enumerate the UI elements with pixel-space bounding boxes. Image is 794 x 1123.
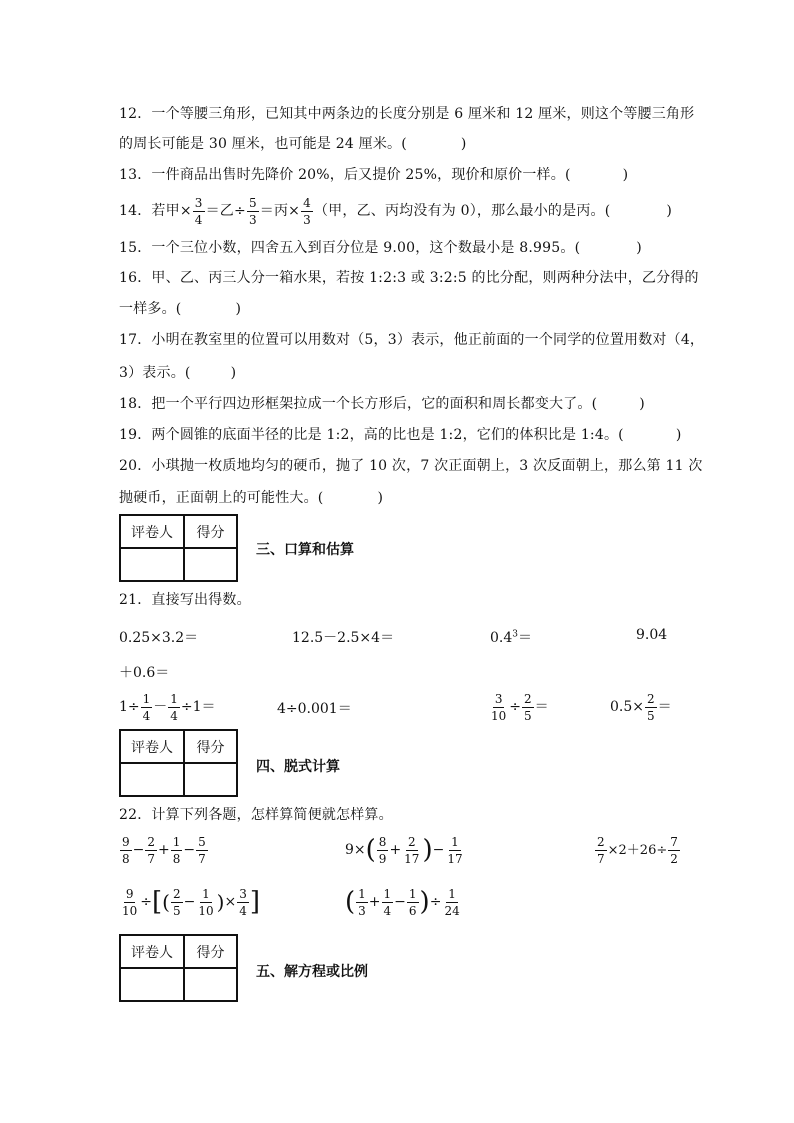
fraction: $\frac{3}{10}$	[491, 691, 507, 723]
question-16-text: 一样多。(	[119, 301, 182, 317]
close-paren: )	[377, 490, 384, 506]
question-12-line-2	[119, 135, 467, 153]
calc-item: 0.5× $\frac{2}{5}$ ＝	[610, 691, 672, 723]
reviewer-header: 评卷人	[120, 515, 184, 548]
fraction: $\frac{2}{5}$	[524, 691, 532, 723]
question-16-line-1: 16．甲、乙、丙三人分一箱水果，若按 1:2:3 或 3:2:5 的比分配，则两种分法中，乙分得的	[119, 270, 699, 286]
calc-item: $\frac{3}{10}$ ÷ $\frac{2}{5}$ ＝	[491, 691, 549, 723]
question-12-text: 的周长可能是 30 厘米，也可能是 24 厘米。(	[119, 136, 407, 152]
question-15-text: 15．一个三位小数，四舍五入到百分位是 9.00，这个数最小是 8.995。(	[119, 240, 581, 256]
fraction: $\frac{4}{3}$	[303, 195, 311, 227]
reviewer-cell[interactable]	[120, 763, 184, 796]
close-paren: )	[460, 136, 467, 152]
calc-item: 1÷ $\frac{1}{4}$ － $\frac{1}{4}$ ÷1＝	[119, 691, 216, 723]
fraction: $\frac{2}{5}$	[647, 691, 655, 723]
reviewer-cell[interactable]	[120, 548, 184, 581]
question-20-line-2	[119, 489, 383, 507]
calc-item: 4÷0.001＝	[277, 701, 352, 717]
close-paren: )	[639, 396, 645, 412]
close-paren: )	[235, 301, 242, 317]
calc-item: $0.4^3=$	[490, 629, 532, 646]
reviewer-cell[interactable]	[120, 968, 184, 1001]
calc-item: 9.04	[636, 627, 668, 643]
fraction: $\frac{5}{3}$	[248, 195, 257, 227]
score-table	[119, 729, 238, 797]
score-cell[interactable]	[184, 763, 237, 796]
question-19-text: 19．两个圆锥的底面半径的比是 1:2，高的比也是 1:2，它们的体积比是 1:4。(	[119, 427, 624, 443]
score-cell[interactable]	[184, 548, 237, 581]
score-cell[interactable]	[184, 968, 237, 1001]
fraction: $\frac{3}{4}$	[194, 195, 203, 227]
expression-2: 9×( $\frac{8}{9}$ + $\frac{2}{17}$ )− $\frac{1}{17}$	[345, 834, 463, 866]
question-14	[119, 196, 672, 226]
question-21-title: 21．直接写出得数。	[119, 592, 251, 608]
question-14-text-c: ＝丙×	[259, 203, 301, 219]
question-14-text-d: （甲，乙、丙均没有为 0），那么最小的是丙。(	[313, 203, 611, 219]
question-16-line-2	[119, 300, 241, 318]
close-paren: )	[666, 203, 673, 219]
section-title-5: 五、解方程或比例	[256, 964, 368, 980]
question-13-text: 13．一件商品出售时先降价 20%，后又提价 25%，现价和原价一样。(	[119, 167, 571, 183]
question-19	[119, 426, 682, 444]
reviewer-header: 评卷人	[120, 730, 184, 763]
fraction: $\frac{1}{4}$	[142, 691, 151, 723]
question-12-line-1: 12．一个等腰三角形，已知其中两条边的长度分别是 6 厘米和 12 厘米，则这个等腰三角形	[119, 106, 695, 122]
reviewer-header: 评卷人	[120, 935, 184, 968]
section-title-3: 三、口算和估算	[256, 542, 354, 558]
question-17-text: 3）表示。(	[119, 365, 191, 381]
question-18-text: 18．把一个平行四边形框架拉成一个长方形后，它的面积和周长都变大了。(	[119, 396, 598, 412]
question-14-text-b: ＝乙÷	[205, 203, 246, 219]
expression-5: ( $\frac{1}{3}$ + $\frac{1}{4}$ − $\frac{1}{6}$ )÷ $\frac{1}{24}$	[345, 886, 460, 918]
question-17-line-1: 17．小明在教室里的位置可以用数对（5，3）表示，他正前面的一个同学的位置用数对（4，	[119, 332, 705, 348]
close-paren: )	[636, 240, 642, 256]
question-17-line-2	[119, 364, 236, 382]
expression-1: $\frac{9}{8}$ − $\frac{2}{7}$ + $\frac{1}{8}$ − $\frac{5}{7}$	[122, 834, 206, 866]
calc-item-cont: ＋0.6＝	[119, 665, 170, 681]
close-paren: )	[675, 427, 682, 443]
expression-3: $\frac{2}{7}$ ×2＋26÷ $\frac{7}{2}$	[597, 834, 678, 866]
section-title-4: 四、脱式计算	[256, 759, 340, 775]
question-22-title: 22．计算下列各题，怎样算简便就怎样算。	[119, 807, 393, 823]
close-paren: )	[622, 167, 629, 183]
calc-item: 12.5－2.5×4＝	[292, 630, 395, 646]
question-15	[119, 239, 642, 257]
question-13	[119, 166, 628, 184]
score-table	[119, 934, 238, 1002]
close-paren: )	[230, 365, 237, 381]
expression-4: $\frac{9}{10}$ ÷[( $\frac{2}{5}$ − $\frac{1}{10}$ )× $\frac{3}{4}$ ]	[122, 886, 260, 918]
score-header: 得分	[184, 730, 237, 763]
score-table	[119, 514, 238, 582]
fraction: $\frac{1}{4}$	[170, 691, 178, 723]
question-20-text: 抛硬币，正面朝上的可能性大。(	[119, 490, 324, 506]
question-14-text-a: 14．若甲×	[119, 203, 192, 219]
score-header: 得分	[184, 935, 237, 968]
score-header: 得分	[184, 515, 237, 548]
calc-item: 0.25×3.2＝	[119, 630, 199, 646]
question-20-line-1: 20．小琪抛一枚质地均匀的硬币，抛了 10 次，7 次正面朝上，3 次反面朝上，那么第 11 次	[119, 458, 703, 474]
question-18	[119, 395, 645, 413]
